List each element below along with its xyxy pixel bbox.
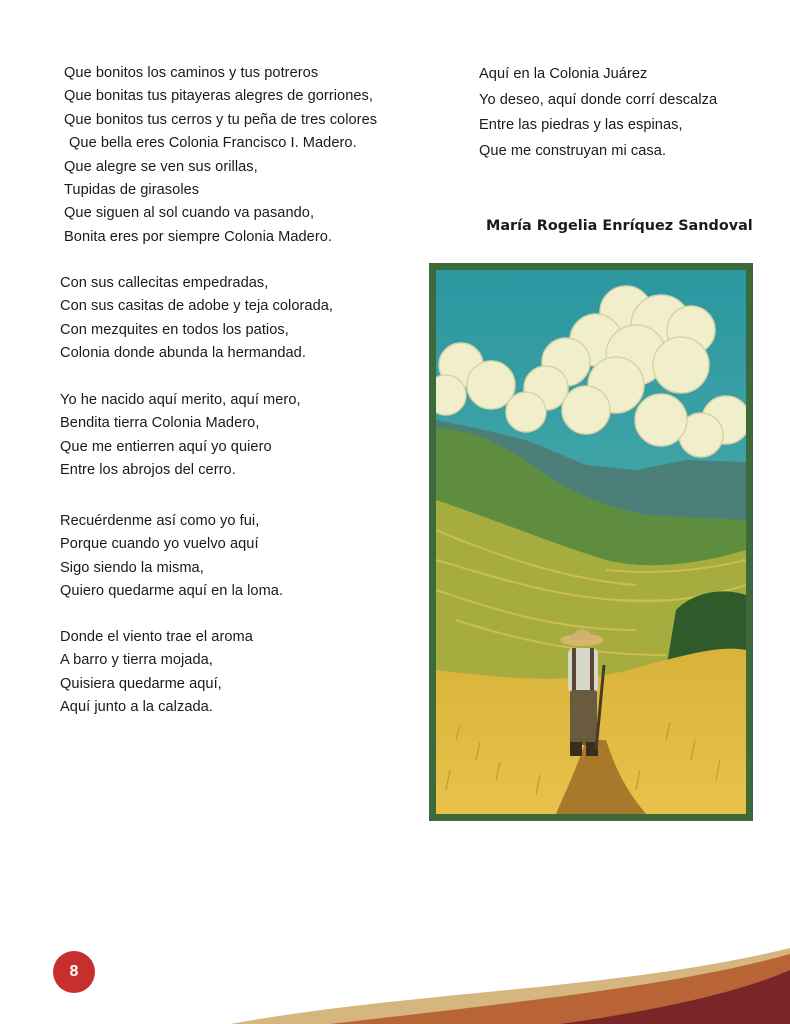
poem-line: Aquí en la Colonia Juárez xyxy=(479,66,648,82)
landscape-image xyxy=(436,270,746,814)
poem-line: Que me entierren aquí yo quiero xyxy=(60,438,272,455)
poem-line: Que alegre se ven sus orillas, xyxy=(64,158,258,175)
poem-line: Bonita eres por siempre Colonia Madero. xyxy=(64,228,333,245)
poem-line: Que bonitos tus cerros y tu peña de tres colores xyxy=(64,111,378,128)
poem-line: Aquí junto a la calzada. xyxy=(60,699,213,716)
poem-line: Entre las piedras y las espinas, xyxy=(479,117,683,134)
poem-line: Con mezquites en todos los patios, xyxy=(60,321,289,338)
landscape-illustration xyxy=(429,263,753,821)
poem-line: Con sus casitas de adobe y teja colorada, xyxy=(60,298,334,315)
poem-line: Bendita tierra Colonia Madero, xyxy=(60,415,260,432)
poem-line: Quisiera quedarme aquí, xyxy=(60,675,222,692)
poem-line: Recuérdenme así como yo fui, xyxy=(60,513,260,529)
stanza-4 xyxy=(60,510,283,604)
poem-line: Quiero quedarme aquí en la loma. xyxy=(60,583,284,600)
poem-line: Yo he nacido aquí merito, aquí mero, xyxy=(60,392,301,408)
stanza-1 xyxy=(64,62,377,249)
poem-line: Donde el viento trae el aroma xyxy=(60,629,253,645)
author-name: María Rogelia Enríquez Sandoval xyxy=(486,218,753,234)
poem-line: Entre los abrojos del cerro. xyxy=(60,462,236,479)
poem-line: Con sus callecitas empedradas, xyxy=(60,275,269,291)
poem-line: Que bonitas tus pitayeras alegres de gorriones, xyxy=(64,88,373,105)
decorative-wave xyxy=(0,930,790,1024)
poem-line: Que me construyan mi casa. xyxy=(479,142,667,159)
poem-line: Que bonitos los caminos y tus potreros xyxy=(64,65,319,81)
poem-line: Colonia donde abunda la hermandad. xyxy=(60,345,306,362)
poem-line: Sigo siendo la misma, xyxy=(60,559,204,576)
stanza-3 xyxy=(60,389,301,483)
poem-line: Tupidas de girasoles xyxy=(64,182,200,199)
stanza-6 xyxy=(479,62,717,164)
poem-line: Yo deseo, aquí donde corrí descalza xyxy=(479,91,718,108)
poem-line: Que bella eres Colonia Francisco I. Madero. xyxy=(69,135,357,152)
page-number-badge: 8 xyxy=(53,951,95,993)
stanza-2 xyxy=(60,272,333,366)
poem-line: Que siguen al sol cuando va pasando, xyxy=(64,205,315,222)
poem-line: Porque cuando yo vuelvo aquí xyxy=(60,536,259,553)
poem-line: A barro y tierra mojada, xyxy=(60,652,213,669)
stanza-5 xyxy=(60,626,253,720)
